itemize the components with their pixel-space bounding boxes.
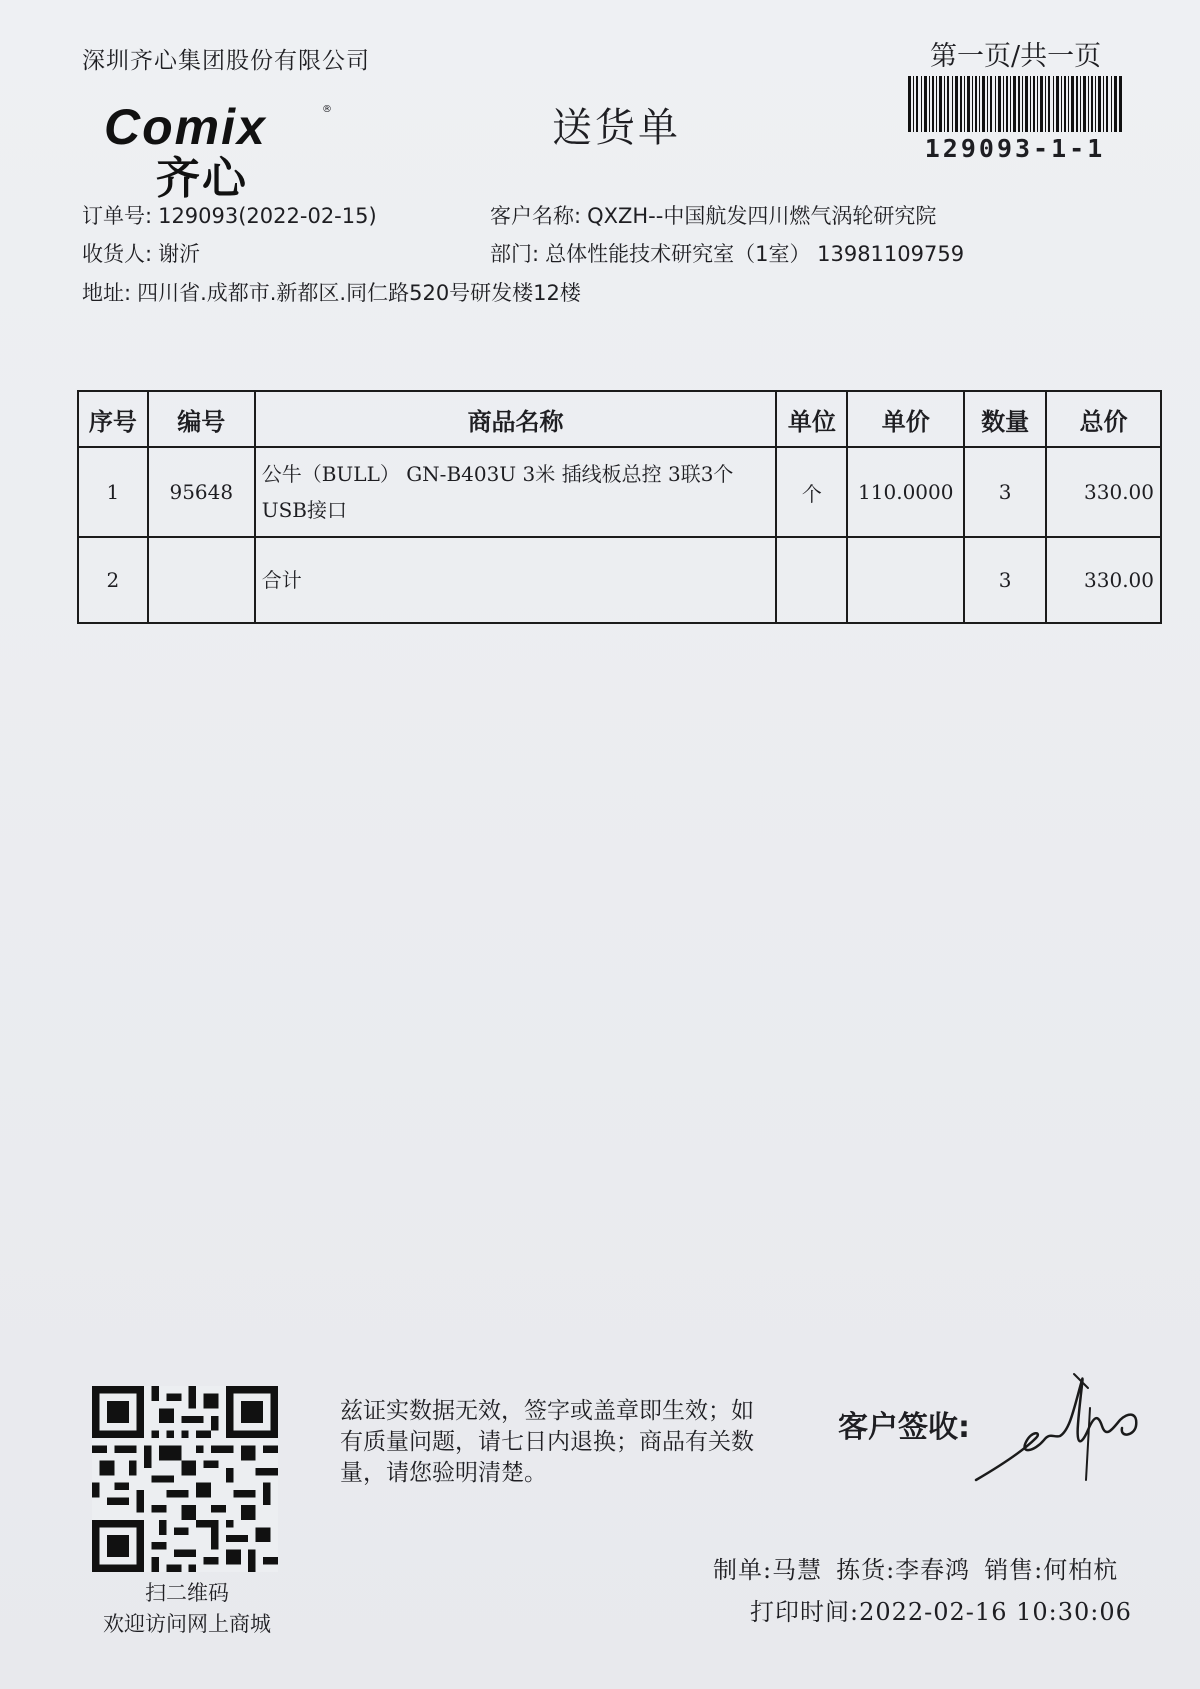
header-total: 总价 [1046, 391, 1161, 447]
department [490, 238, 964, 268]
header-unit: 单位 [776, 391, 847, 447]
cell-name: 合计 [255, 537, 777, 623]
header-name: 商品名称 [255, 391, 777, 447]
cell-total: 330.00 [1046, 537, 1161, 623]
order-number [82, 200, 377, 230]
customer-name [490, 200, 936, 230]
cell-unit: 个 [776, 447, 847, 537]
table-row [78, 447, 1161, 537]
customer-name-value: QXZH--中国航发四川燃气涡轮研究院 [587, 204, 937, 228]
department-label: 部门: [490, 242, 540, 266]
header-price: 单价 [847, 391, 964, 447]
maker: 制单:马慧 [713, 1556, 823, 1584]
receiver [82, 238, 200, 268]
sales: 销售:何柏杭 [984, 1556, 1119, 1584]
comix-logo [104, 98, 334, 204]
document-title: 送货单 [552, 105, 681, 151]
print-time: 打印时间:2022-02-16 10:30:06 [750, 1598, 1132, 1626]
cell-seq: 2 [78, 537, 148, 623]
department-value: 总体性能技术研究室（1室） 13981109759 [545, 242, 965, 266]
cell-seq: 1 [78, 447, 148, 537]
table-header-row [78, 391, 1161, 447]
cell-total: 330.00 [1046, 447, 1161, 537]
page-indicator: 第一页/共一页 [930, 41, 1102, 72]
header-code: 编号 [148, 391, 255, 447]
cell-code: 95648 [148, 447, 255, 537]
address-label: 地址: [82, 281, 132, 305]
header-seq: 序号 [78, 391, 148, 447]
barcode-number: 129093-1-1 [924, 134, 1106, 163]
barcode-icon [908, 76, 1122, 132]
order-number-value: 129093(2022-02-15) [158, 204, 377, 228]
receiver-label: 收货人: [82, 242, 153, 266]
qr-caption-shop: 欢迎访问网上商城 [103, 1612, 271, 1636]
cell-price [847, 537, 964, 623]
company-name: 深圳齐心集团股份有限公司 [82, 48, 370, 74]
items-table [77, 390, 1162, 624]
cell-qty: 3 [964, 537, 1046, 623]
cell-qty: 3 [964, 447, 1046, 537]
address [82, 277, 581, 307]
table-row-total [78, 537, 1161, 623]
staff-line [713, 1550, 1132, 1585]
address-value: 四川省.成都市.新都区.同仁路520号研发楼12楼 [137, 281, 581, 305]
receiver-value: 谢沂 [158, 242, 201, 266]
order-number-label: 订单号: [82, 204, 153, 228]
logo-registered-mark: ® [322, 104, 332, 115]
notice-text: 兹证实数据无效，签字或盖章即生效；如有质量问题，请七日内退换；商品有关数量，请您验明清楚。 [340, 1398, 754, 1486]
logo-wordmark: Comix [104, 99, 267, 155]
logo-chinese: 齐心 [156, 153, 248, 204]
cell-unit [776, 537, 847, 623]
cell-name: 公牛（BULL） GN-B403U 3米 插线板总控 3联3个USB接口 [255, 447, 777, 537]
customer-name-label: 客户名称: [490, 204, 582, 228]
handwritten-signature [970, 1368, 1170, 1498]
cell-code [148, 537, 255, 623]
customer-sign-label: 客户签收: [838, 1410, 970, 1445]
qr-caption-scan: 扫二维码 [145, 1581, 229, 1605]
qr-code-icon [92, 1386, 278, 1572]
cell-price: 110.0000 [847, 447, 964, 537]
picker: 拣货:李春鸿 [836, 1556, 971, 1584]
header-qty: 数量 [964, 391, 1046, 447]
